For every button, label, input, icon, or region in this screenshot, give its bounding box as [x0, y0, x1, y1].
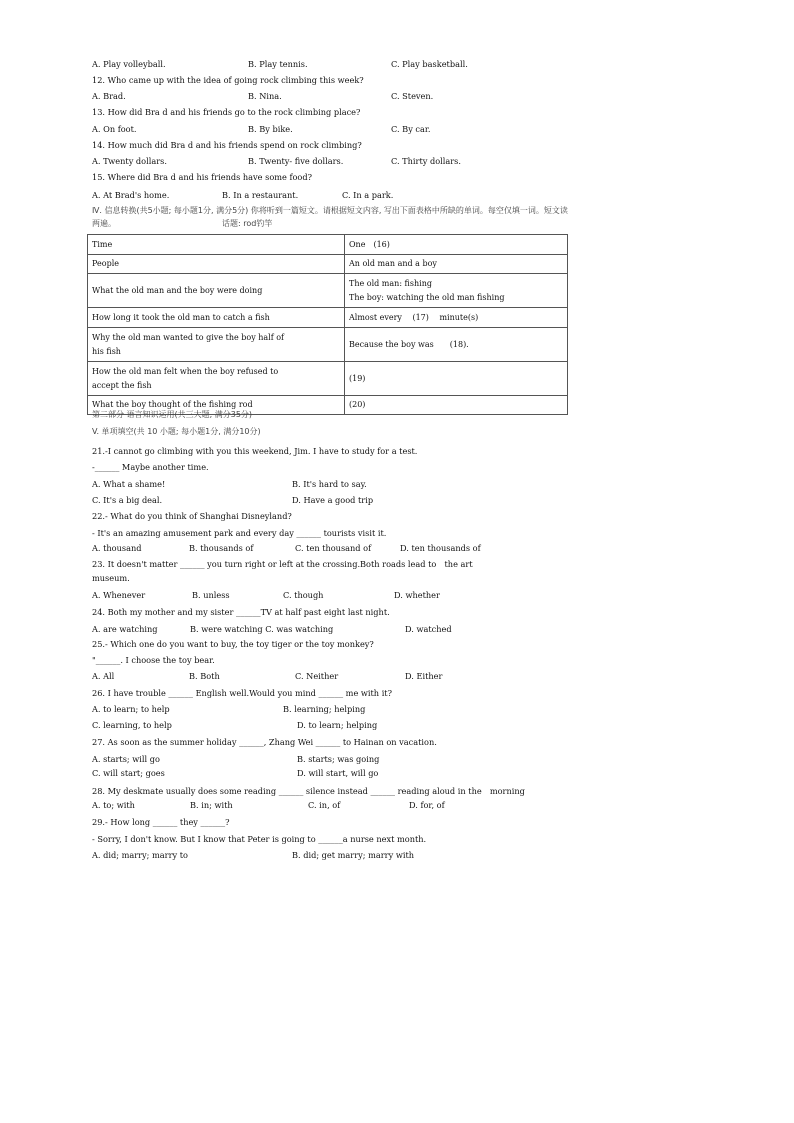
table-cell-label: People — [88, 255, 345, 274]
table-row — [88, 362, 568, 396]
table-row — [88, 255, 568, 274]
q13-option-a: A. On foot. — [92, 124, 137, 134]
q24-option-a: A. are watching — [92, 624, 158, 634]
q26-option-d: D. to learn; helping — [297, 720, 378, 730]
q10-option-b: B. Play tennis. — [248, 59, 308, 69]
q21-reply: -______ Maybe another time. — [92, 462, 209, 472]
q21-question: 21.-I cannot go climbing with you this weekend, Jim. I have to study for a test. — [92, 446, 418, 456]
label-line: accept the fish — [92, 380, 152, 390]
q29-option-a: A. did; marry; marry to — [92, 850, 188, 860]
table-cell-answer — [345, 274, 568, 308]
q14-question: 14. How much did Bra d and his friends spend on rock climbing? — [92, 140, 362, 150]
q15-option-a: A. At Brad's home. — [92, 190, 170, 200]
info-table — [87, 234, 568, 415]
q23-option-d: D. whether — [394, 590, 440, 600]
q13-option-c: C. By car. — [391, 124, 431, 134]
q13-option-b: B. By bike. — [248, 124, 293, 134]
q14-option-b: B. Twenty- five dollars. — [248, 156, 344, 166]
q21-option-b: B. It's hard to say. — [292, 479, 367, 489]
q28-question: 28. My deskmate usually does some reading ______ silence instead ______ reading aloud in the morning — [92, 786, 525, 796]
q27-option-a: A. starts; will go — [92, 754, 160, 764]
table-cell-answer: (20) — [345, 396, 568, 415]
label-line: his fish — [92, 346, 121, 356]
table-cell-answer: One (16) — [345, 235, 568, 255]
table-cell-answer: Almost every (17) minute(s) — [345, 308, 568, 328]
table-cell-answer: (19) — [345, 362, 568, 396]
q27-option-c: C. will start; goes — [92, 768, 165, 778]
part2-title: 第二部分 语言知识运用(共三大题, 满分35分) — [92, 410, 253, 419]
q23-option-a: A. Whenever — [92, 590, 146, 600]
q22-reply: - It's an amazing amusement park and every day ______ tourists visit it. — [92, 528, 387, 538]
label-line: Why the old man wanted to give the boy half of — [92, 332, 285, 342]
q26-option-a: A. to learn; to help — [92, 704, 170, 714]
q27-option-d: D. will start, will go — [297, 768, 379, 778]
q12-option-a: A. Brad. — [92, 91, 126, 101]
table-cell-label: What the boy thought of the fishing rod — [88, 396, 345, 415]
q12-option-c: C. Steven. — [391, 91, 434, 101]
q25-question: 25.- Which one do you want to buy, the toy tiger or the toy monkey? — [92, 639, 374, 649]
q22-option-b: B. thousands of — [189, 543, 254, 553]
section4-instruction-cont: 两遍。 — [92, 219, 116, 228]
q15-option-b: B. In a restaurant. — [222, 190, 299, 200]
table-cell-label: How long it took the old man to catch a fish — [88, 308, 345, 328]
q10-option-c: C. Play basketball. — [391, 59, 468, 69]
section5-title: V. 单项填空(共 10 小题; 每小题1分, 满分10分) — [92, 427, 261, 436]
q27-question: 27. As soon as the summer holiday ______, Zhang Wei ______ to Hainan on vacation. — [92, 737, 437, 747]
q13-question: 13. How did Bra d and his friends go to the rock climbing place? — [92, 107, 361, 117]
table-cell-answer: An old man and a boy — [345, 255, 568, 274]
q21-option-a: A. What a shame! — [92, 479, 166, 489]
q25-option-a: A. All — [92, 671, 115, 681]
q29-reply: - Sorry, I don't know. But I know that Peter is going to ______a nurse next month. — [92, 834, 427, 844]
section4-instruction: Ⅳ. 信息转换(共5小题; 每小题1分, 满分5分) 你将听到一篇短文。请根据短文内容, 写出下面表格中所缺的单词。每空仅填一词。短文读 — [92, 206, 568, 215]
q23-option-b: B. unless — [192, 590, 230, 600]
q21-option-c: C. It's a big deal. — [92, 495, 163, 505]
q26-question: 26. I have trouble ______ English well.Would you mind ______ me with it? — [92, 688, 392, 698]
q22-option-a: A. thousand — [92, 543, 142, 553]
q26-option-b: B. learning; helping — [283, 704, 366, 714]
q28-option-c: C. in, of — [308, 800, 341, 810]
answer-line: The old man: fishing — [349, 278, 432, 288]
section4-topic: 话题: rod钓竿 — [222, 219, 273, 228]
q12-option-b: B. Nina. — [248, 91, 282, 101]
q29-option-b: B. did; get marry; marry with — [292, 850, 415, 860]
q12-question: 12. Who came up with the idea of going rock climbing this week? — [92, 75, 364, 85]
table-row — [88, 274, 568, 308]
q23-question-cont: museum. — [92, 573, 130, 583]
answer-line: The boy: watching the old man fishing — [349, 292, 505, 302]
q15-option-c: C. In a park. — [342, 190, 394, 200]
q24-question: 24. Both my mother and my sister ______TV at half past eight last night. — [92, 607, 390, 617]
q25-reply: "______. I choose the toy bear. — [92, 655, 215, 665]
q25-option-c: C. Neither — [295, 671, 339, 681]
table-row — [88, 308, 568, 328]
table-cell-label: What the old man and the boy were doing — [88, 274, 345, 308]
q26-option-c: C. learning, to help — [92, 720, 172, 730]
q24-option-bc: B. were watching C. was watching — [190, 624, 334, 634]
table-cell-answer: Because the boy was (18). — [345, 328, 568, 362]
q28-option-d: D. for, of — [409, 800, 445, 810]
q10-option-a: A. Play volleyball. — [92, 59, 166, 69]
q28-option-b: B. in; with — [190, 800, 233, 810]
q28-option-a: A. to; with — [92, 800, 135, 810]
q24-option-d: D. watched — [405, 624, 452, 634]
q14-option-c: C. Thirty dollars. — [391, 156, 461, 166]
q22-option-c: C. ten thousand of — [295, 543, 372, 553]
q29-question: 29.- How long ______ they ______? — [92, 817, 230, 827]
q23-question: 23. It doesn't matter ______ you turn right or left at the crossing.Both roads lead to the art — [92, 559, 473, 569]
q15-question: 15. Where did Bra d and his friends have some food? — [92, 172, 312, 182]
q25-option-d: D. Either — [405, 671, 443, 681]
q27-option-b: B. starts; was going — [297, 754, 380, 764]
q23-option-c: C. though — [283, 590, 324, 600]
q25-option-b: B. Both — [189, 671, 220, 681]
q22-question: 22.- What do you think of Shanghai Disneyland? — [92, 511, 292, 521]
table-row — [88, 328, 568, 362]
q14-option-a: A. Twenty dollars. — [92, 156, 167, 166]
label-line: How the old man felt when the boy refused to — [92, 366, 279, 376]
table-cell-label — [88, 328, 345, 362]
q22-option-d: D. ten thousands of — [400, 543, 481, 553]
table-cell-label: Time — [88, 235, 345, 255]
q21-option-d: D. Have a good trip — [292, 495, 374, 505]
table-cell-label — [88, 362, 345, 396]
table-row — [88, 235, 568, 255]
